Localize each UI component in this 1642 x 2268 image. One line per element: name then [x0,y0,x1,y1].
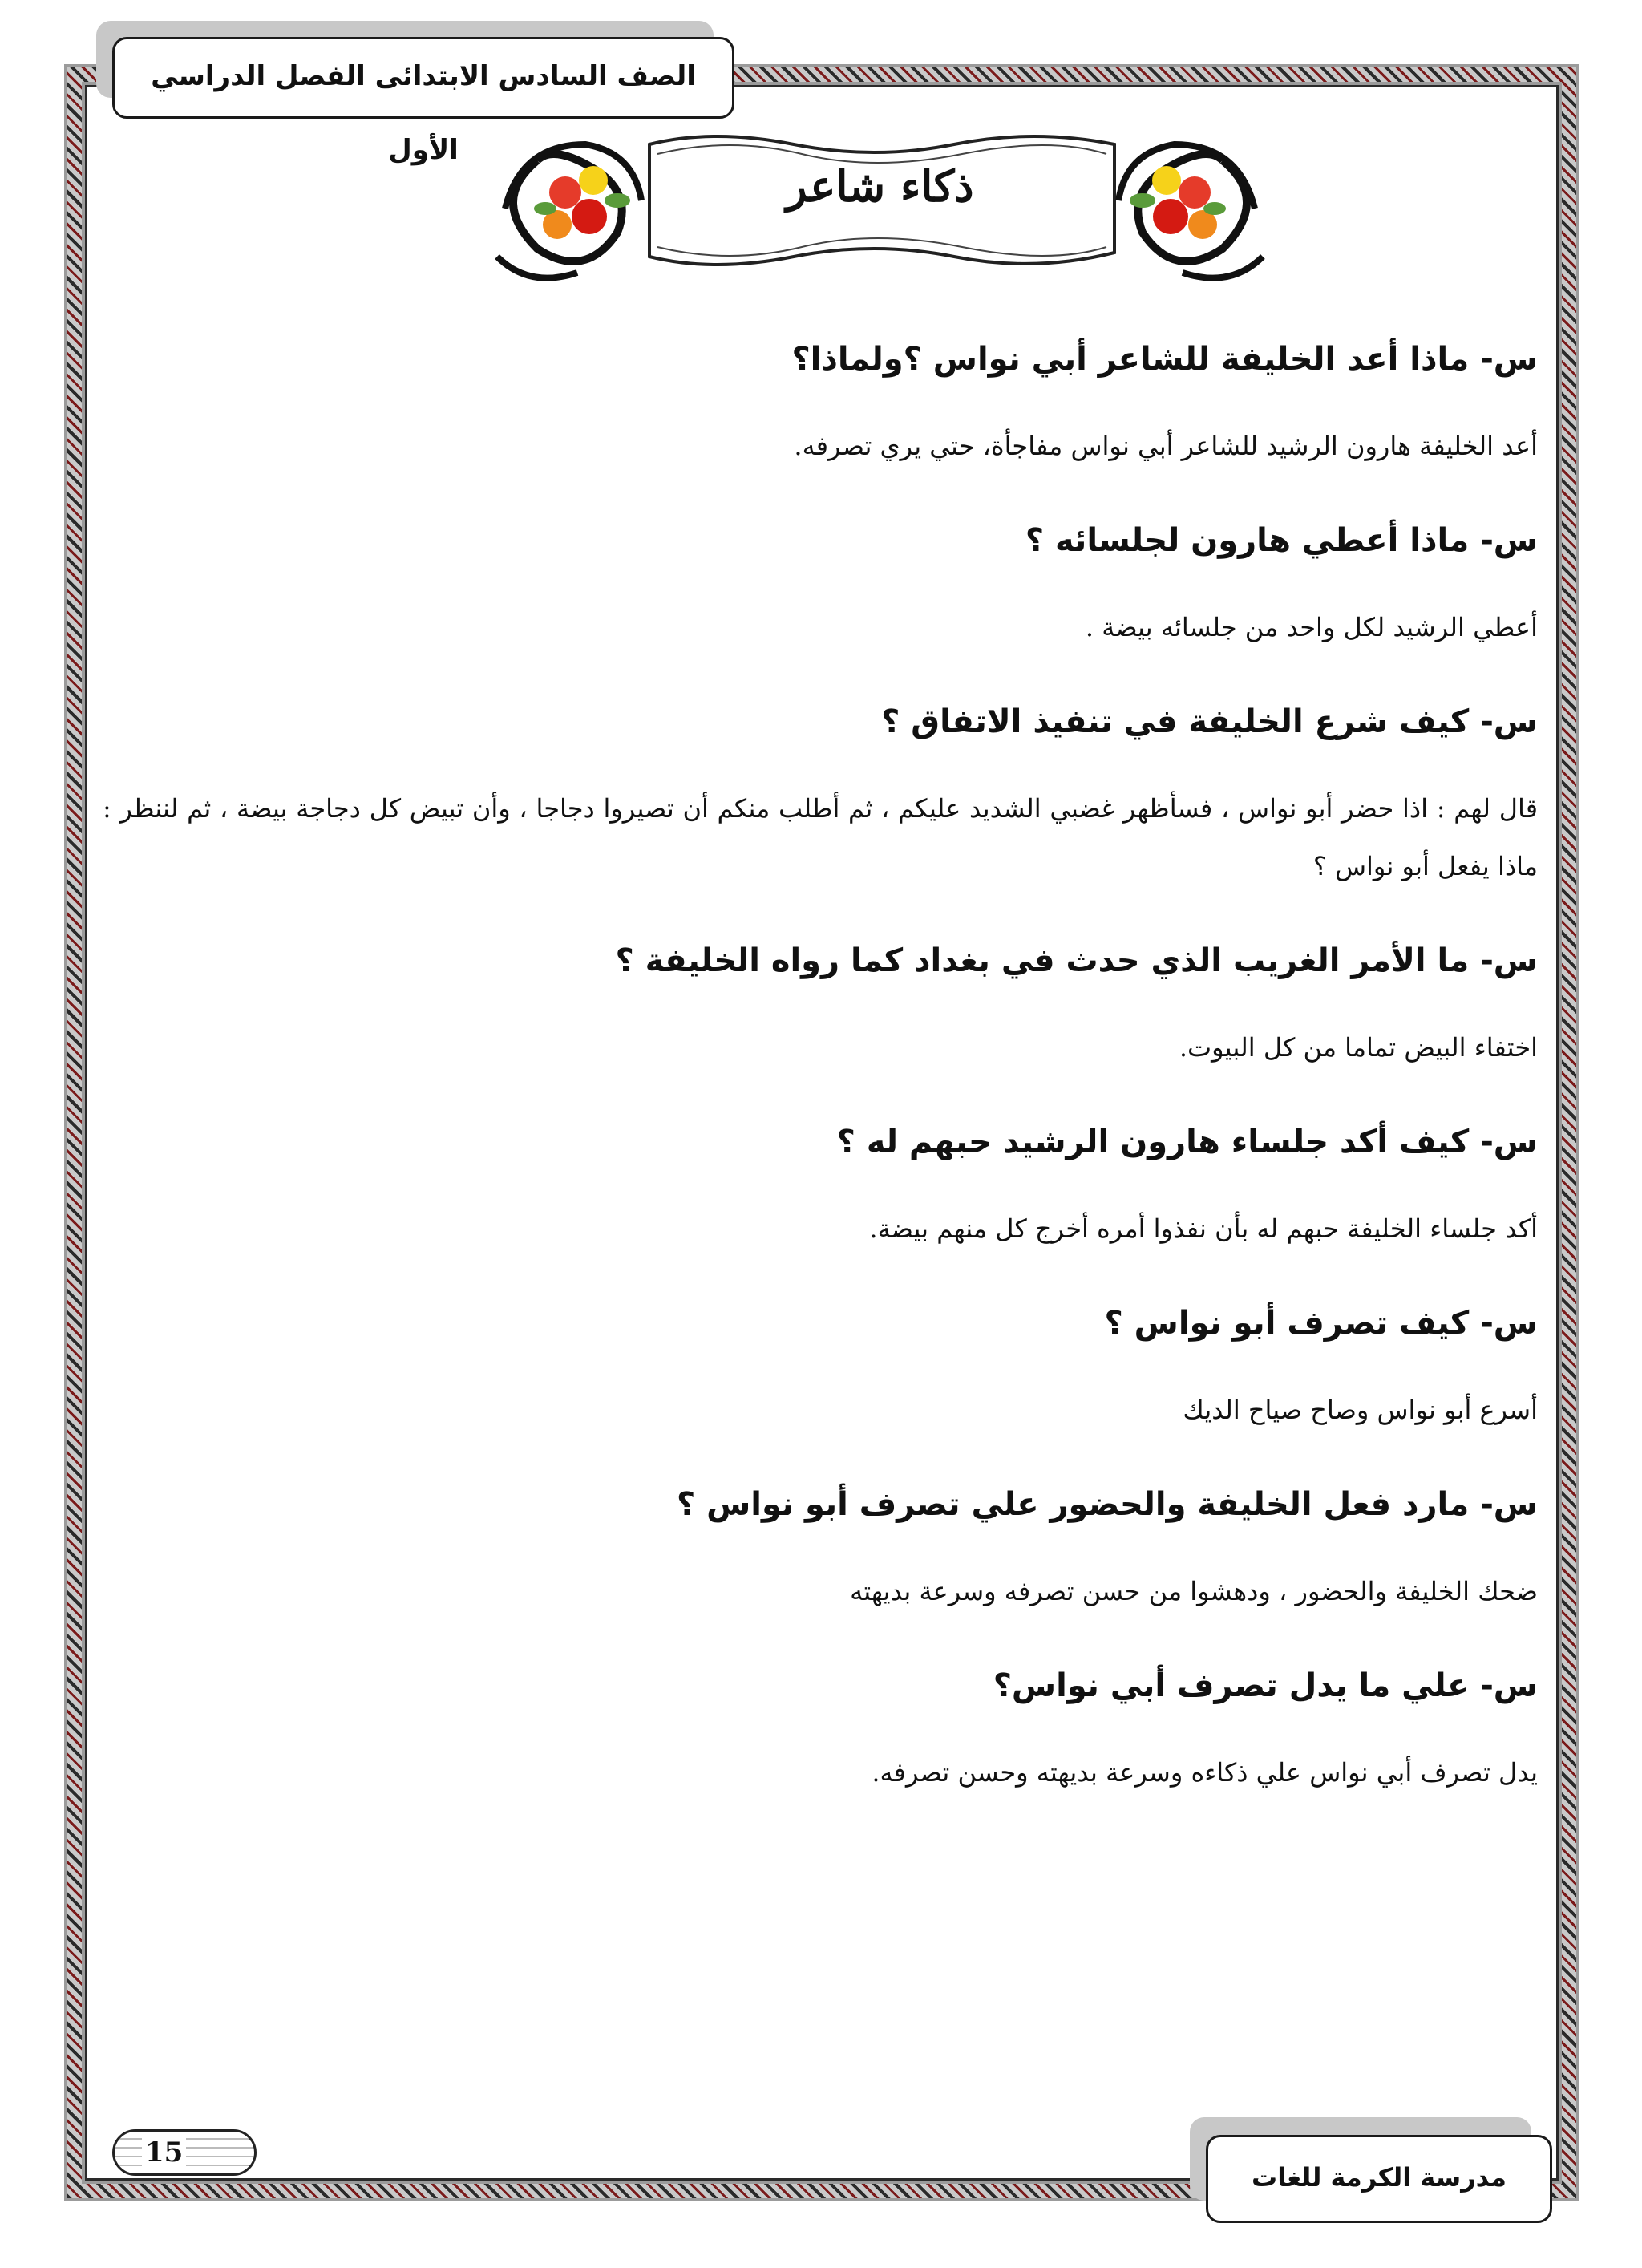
page-number: 15 [142,2136,186,2169]
grade-label: الصف السادس الابتدائى الفصل الدراسي الأول [112,37,734,119]
answer-2: أعطي الرشيد لكل واحد من جلسائه بيضة . [1085,612,1538,642]
question-7: س- مارد فعل الخليفة والحضور علي تصرف أبو نواس ؟ [676,1486,1538,1523]
title-banner [473,112,1287,297]
question-4: س- ما الأمر الغريب الذي حدث في بغداد كما رواه الخليفة ؟ [615,942,1538,979]
answer-1: أعد الخليفة هارون الرشيد للشاعر أبي نواس مفاجأة، حتي يري تصرفه. [794,431,1538,461]
question-1: س- ماذا أعد الخليفة للشاعر أبي نواس ؟ولماذا؟ [791,341,1538,378]
page-title: ذكاء شاعر [786,160,974,212]
answer-3: قال لهم : اذا حضر أبو نواس ، فسأظهر غضبي الشديد عليكم ، ثم أطلب منكم أن تصيروا دجاجا ، وأن تبيض كل دجاجة بيضة ، ثم لننظر : ماذا يفعل أبو نواس ؟ [103,793,1538,881]
school-name: مدرسة الكرمة للغات [1206,2135,1552,2223]
answer-7: ضحك الخليفة والحضور ، ودهشوا من حسن تصرفه وسرعة بديهته [850,1576,1538,1606]
question-5: س- كيف أكد جلساء هارون الرشيد حبهم له ؟ [836,1124,1538,1160]
qa-list [103,337,1538,1845]
answer-4: اختفاء البيض تماما من كل البيوت. [1179,1032,1538,1063]
answer-5: أكد جلساء الخليفة حبهم له بأن نفذوا أمره أخرج كل منهم بيضة. [869,1213,1538,1244]
question-8: س- علي ما يدل تصرف أبي نواس؟ [993,1667,1538,1704]
answer-6: أسرع أبو نواس وصاح صياح الديك [1183,1395,1538,1425]
question-2: س- ماذا أعطي هارون لجلسائه ؟ [1025,522,1538,559]
answer-8: يدل تصرف أبي نواس علي ذكاءه وسرعة بديهته وحسن تصرفه. [872,1757,1538,1788]
question-3: س- كيف شرع الخليفة في تنفيذ الاتفاق ؟ [881,703,1538,740]
page-number-badge [112,2129,257,2176]
question-6: س- كيف تصرف أبو نواس ؟ [1104,1305,1538,1342]
